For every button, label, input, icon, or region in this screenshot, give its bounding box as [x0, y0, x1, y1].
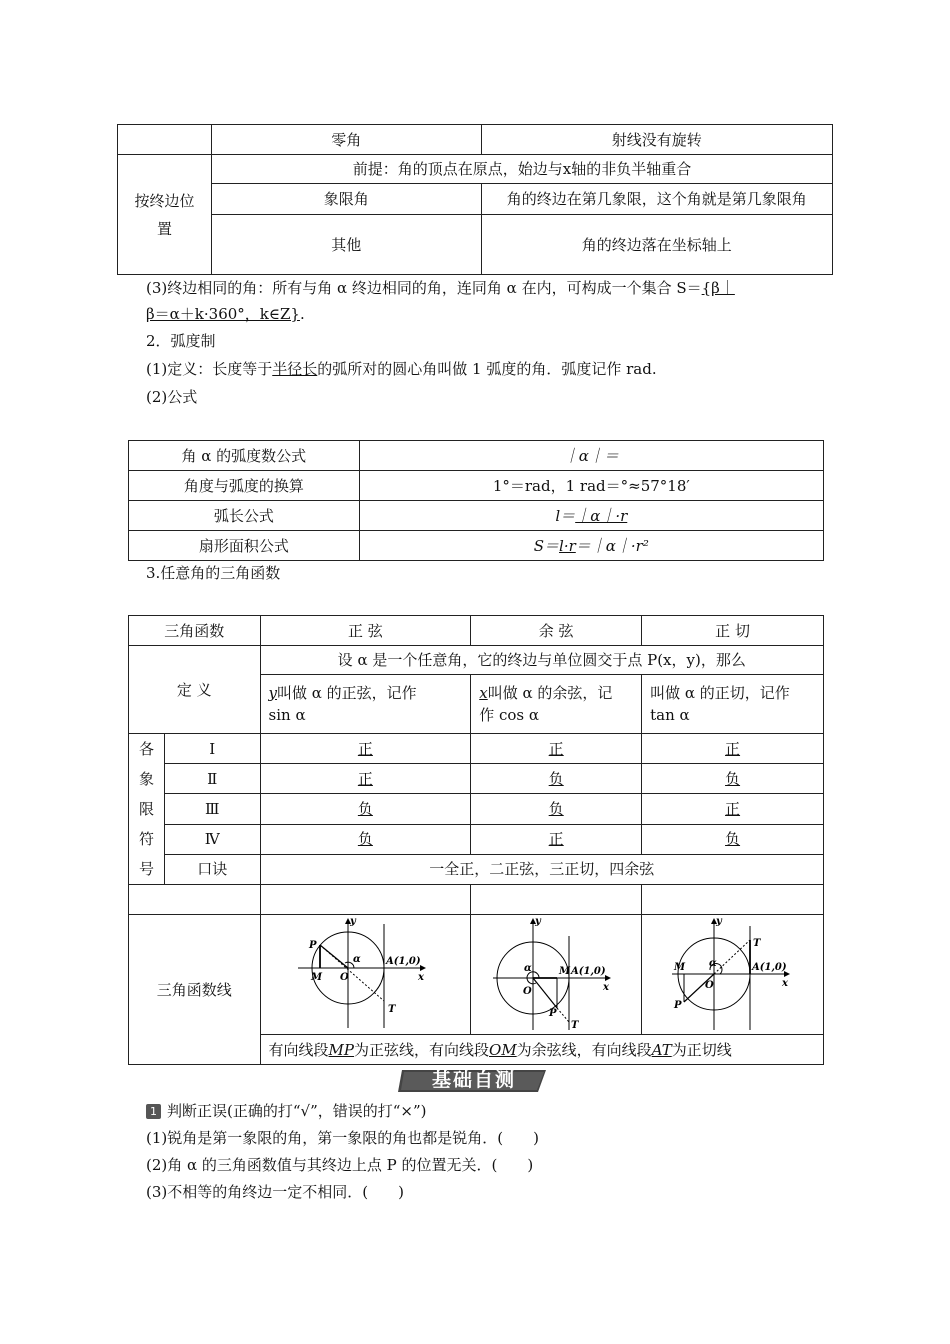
sign-char: 各: [138, 740, 154, 758]
label-alpha: α: [708, 957, 717, 969]
segment-om: OM: [489, 1040, 517, 1059]
question-number-badge: 1: [146, 1104, 161, 1119]
set-start: {β｜: [701, 279, 735, 297]
sign-cos: 正: [471, 824, 642, 854]
arc-length-rhs: ｜α｜·r: [575, 506, 628, 525]
quadrant-label: Ⅲ: [164, 794, 260, 824]
mnemonic: 一全正，二正弦，三正切，四余弦: [260, 854, 823, 884]
radian-formula-label: 角 α 的弧度数公式: [129, 441, 360, 471]
question-item: (3)不相等的角终边一定不相同．( ): [146, 1183, 404, 1201]
segment-mp: MP: [328, 1040, 354, 1059]
conversion-label: 角度与弧度的换算: [129, 471, 360, 501]
label-m: M: [311, 971, 323, 983]
sector-area-mid: l·r: [559, 536, 576, 555]
tan-notation: tan α: [650, 706, 690, 724]
premise-cell: 前提：角的顶点在原点，始边与x轴的非负半轴重合: [211, 155, 832, 184]
spacer-cell: [642, 885, 824, 915]
other-cell: 其他: [211, 215, 481, 275]
sign-sin: 负: [260, 794, 471, 824]
label-alpha: α: [353, 953, 362, 965]
label-t: T: [752, 937, 761, 949]
sign-cos: 负: [471, 794, 642, 824]
quadrant-angle-desc: 角的终边在第几象限，这个角就是第几象限角: [481, 184, 832, 215]
sine-diagram-svg: [290, 916, 440, 1034]
sin-definition: [260, 675, 471, 734]
def-text-b: 的弧所对的圆心角叫做 1 弧度的角．弧度记作 rad.: [317, 360, 657, 378]
label-p: P: [309, 939, 317, 951]
definition-premise: 设 α 是一个任意角，它的终边与单位圆交于点 P(x，y)，那么: [260, 646, 823, 675]
header-sin: 正 弦: [260, 616, 471, 646]
tangent-line-diagram: [642, 915, 824, 1035]
segment-at: AT: [651, 1040, 672, 1059]
zero-angle-cell: 零角: [211, 125, 481, 155]
sin-text: 叫做 α 的正弦，记作: [277, 684, 417, 702]
spacer-cell: [471, 885, 642, 915]
mnemonic-label: 口诀: [164, 854, 260, 884]
section-3-title: 3.任意角的三角函数: [146, 564, 281, 582]
sign-char: 符: [138, 830, 154, 848]
terminal-side: [533, 978, 557, 1008]
cosine-diagram-svg: [481, 916, 631, 1034]
x-arrow: [605, 975, 611, 981]
trig-lines-footnote: [260, 1035, 823, 1065]
sector-area-lhs: S＝: [533, 536, 560, 555]
label-y: y: [350, 915, 357, 927]
section-2-title: 2．弧度制: [146, 332, 216, 350]
quadrant-label: Ⅰ: [164, 734, 260, 764]
radius-length: 半径长: [272, 360, 318, 378]
arc-length-value: [359, 501, 823, 531]
label-x: x: [603, 981, 610, 993]
terminal-side: [320, 945, 348, 968]
coterminal-text: (3)终边相同的角：所有与角 α 终边相同的角，连同角 α 在内，可构成一个集合 S＝: [146, 279, 702, 297]
label-a: A(1,0): [751, 961, 787, 973]
trig-functions-table: [128, 615, 824, 1065]
sign-sin: 正: [260, 734, 471, 764]
sector-area-label: 扇形面积公式: [129, 531, 360, 561]
sin-notation: sin α: [268, 706, 306, 724]
other-desc: 角的终边落在坐标轴上: [481, 215, 832, 275]
section-banner: [398, 1066, 550, 1094]
sign-tan: 正: [642, 734, 824, 764]
label-y: y: [715, 915, 722, 927]
question-item: (2)角 α 的三角函数值与其终边上点 P 的位置无关．( ): [146, 1156, 534, 1174]
formula-title: (2)公式: [146, 388, 198, 406]
coterminal-line-2: [146, 303, 305, 325]
sin-y: y: [268, 684, 278, 702]
sign-char: 象: [138, 770, 154, 788]
definition-label: 定 义: [129, 646, 261, 734]
label-x: x: [418, 971, 425, 983]
foot-text: 为余弦线，有向线段: [516, 1040, 652, 1059]
group-label: [118, 155, 212, 275]
spacer-cell: [129, 885, 261, 915]
sign-tan: 负: [642, 824, 824, 854]
header-tan: 正 切: [642, 616, 824, 646]
quadrant-label: Ⅳ: [164, 824, 260, 854]
sign-sin: 负: [260, 824, 471, 854]
radian-definition: [146, 358, 657, 380]
arc-length-label: 弧长公式: [129, 501, 360, 531]
banner-title: 基础自测: [431, 1069, 516, 1091]
radian-formula-value: ｜α｜＝: [359, 441, 823, 471]
zero-angle-desc: 射线没有旋转: [481, 125, 832, 155]
sector-area-value: [359, 531, 823, 561]
label-p: P: [549, 1007, 557, 1019]
tan-definition: [642, 675, 824, 734]
question-item: (1)锐角是第一象限的角，第一象限的角也都是锐角．( ): [146, 1129, 539, 1147]
label-t: T: [571, 1019, 579, 1031]
label-t: T: [388, 1003, 396, 1015]
def-text-a: (1)定义：长度等于: [146, 360, 273, 378]
sign-tan: 正: [642, 794, 824, 824]
tan-text: 叫做 α 的正切，记作: [650, 684, 790, 702]
foot-text: 为正切线: [671, 1040, 732, 1059]
tangent-diagram-svg: [658, 916, 808, 1034]
label-p: P: [673, 999, 682, 1011]
trig-lines-label: 三角函数线: [129, 915, 261, 1065]
cosine-line-diagram: [471, 915, 642, 1035]
quadrant-angle-cell: 象限角: [211, 184, 481, 215]
group-label-text: 按终边位置: [134, 191, 195, 238]
question-title: [146, 1100, 427, 1122]
terminal-side-table: [117, 124, 833, 275]
foot-text: 为正弦线，有向线段: [354, 1040, 490, 1059]
conversion-value: 1°＝rad，1 rad＝°≈57°18′: [359, 471, 823, 501]
sector-area-rhs: ＝｜α｜·r²: [575, 536, 649, 555]
label-m: M: [559, 965, 571, 977]
coterminal-line-1: [146, 277, 735, 299]
cos-x: x: [479, 684, 488, 702]
radian-formula-table: [128, 440, 824, 561]
terminal-dashed: [714, 940, 750, 974]
quadrant-label: Ⅱ: [164, 764, 260, 794]
header-cos: 余 弦: [471, 616, 642, 646]
sign-tan: 负: [642, 764, 824, 794]
x-arrow: [420, 965, 426, 971]
empty-cell: [118, 125, 212, 155]
label-y: y: [535, 915, 541, 927]
label-m: M: [673, 961, 685, 973]
label-o: O: [704, 979, 714, 991]
sign-cos: 负: [471, 764, 642, 794]
spacer-cell: [260, 885, 471, 915]
set-expression: β＝α＋k·360°，k∈Z}: [146, 305, 300, 323]
sign-char: 限: [138, 800, 154, 818]
period: .: [299, 305, 305, 323]
sine-line-diagram: [260, 915, 471, 1035]
label-x: x: [781, 977, 788, 989]
sign-sin: 正: [260, 764, 471, 794]
label-a: A(1,0): [571, 965, 606, 977]
sign-label: [129, 734, 165, 885]
arc-length-lhs: l＝: [555, 506, 576, 525]
cos-text: 叫做 α 的余弦，记: [487, 684, 613, 702]
sign-cos: 正: [471, 734, 642, 764]
foot-text: 有向线段: [268, 1040, 329, 1059]
header-trig: 三角函数: [129, 616, 261, 646]
cos-notation: 作 cos α: [479, 706, 540, 724]
terminal-dashed: [557, 1008, 569, 1022]
label-alpha: α: [524, 962, 532, 974]
cos-definition: [471, 675, 642, 734]
question-instruction: 判断正误(正确的打“√”，错误的打“×”): [167, 1102, 427, 1120]
label-o: O: [340, 971, 350, 983]
sign-char: 号: [138, 860, 154, 878]
label-o: O: [523, 985, 532, 997]
label-a: A(1,0): [386, 955, 421, 967]
